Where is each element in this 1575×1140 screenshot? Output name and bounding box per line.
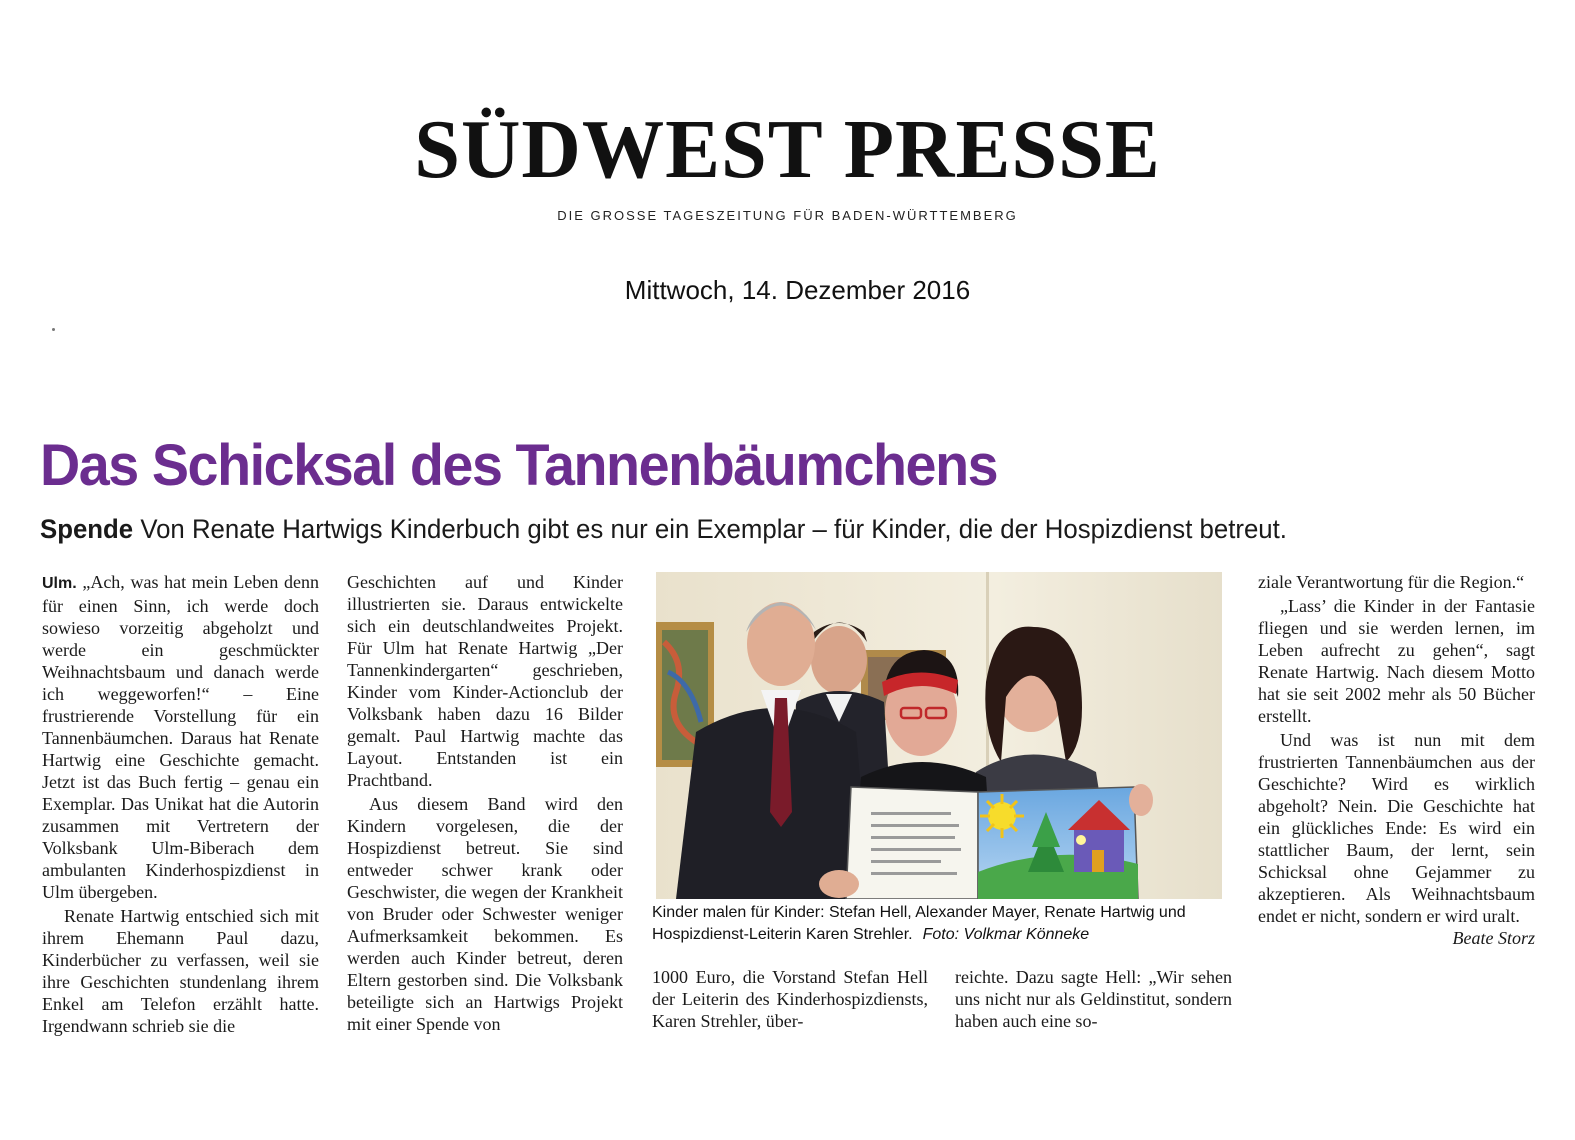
dateline: Ulm. <box>42 575 77 592</box>
article-column-3b <box>955 966 1232 1032</box>
article-column-1 <box>42 571 319 1037</box>
paragraph: Aus diesem Band wird den Kindern vorgelesen, die der Hospizdienst betreut. Sie sind entweder schwer krank oder Geschwister, die wegen der Krankheit von Bruder oder Schwester weniger Aufmerksamkeit bekommen. Es werden auch Kinder betreut, deren Eltern gestorben sind. Die Volksbank beteiligte sich an Hartwigs Projekt mit einer Spende von <box>347 794 623 1034</box>
paragraph-text: „Ach, was hat mein Leben denn für einen Sinn, ich werde doch sowieso vorzeitig abgeholzt und werde ein geschmückter Weihnachtsbaum und danach werde ich weggeworfen!“ – Eine frustrierende Vorstellung für ein Tannenbäumchen. Daraus hat Renate Hartwig eine Geschichte gemacht. Jetzt ist das Buch fertig – genau ein Exemplar. Das Unikat hat die Autorin zusammen mit Vertretern der Volksbank Ulm-Biberach dem ambulanten Kinderhospizdienst in Ulm übergeben. <box>42 572 319 902</box>
article-column-4 <box>1258 571 1535 949</box>
photo-caption <box>652 902 1238 946</box>
paragraph: Geschichten auf und Kinder illustrierten sie. Daraus entwickelte sich ein deutschlandweites Projekt. Für Ulm hat Renate Hartwig „Der Tannenkindergarten“ geschrieben, Kinder vom Kinder-Actionclub der Volksbank haben dazu 16 Bilder gemalt. Paul Hartwig machte das Layout. Entstanden ist ein Prachtband. <box>347 572 623 790</box>
childrens-book <box>846 787 1138 899</box>
paragraph: 1000 Euro, die Vorstand Stefan Hell der Leiterin des Kinderhospizdiensts, Karen Strehler, über- <box>652 967 928 1031</box>
photo-credit: Foto: Volkmar Könneke <box>922 926 1090 943</box>
photo-illustration <box>656 572 1222 899</box>
article-headline: Das Schicksal des Tannenbäumchens <box>40 433 998 498</box>
article-column-2 <box>347 571 623 1035</box>
print-speck <box>52 328 55 331</box>
paragraph: ziale Verantwortung für die Region.“ <box>1258 572 1525 592</box>
paragraph <box>42 571 319 903</box>
article-column-3a <box>652 966 928 1032</box>
paragraph <box>1258 729 1535 948</box>
caption-text: Kinder malen für Kinder: Stefan Hell, Alexander Mayer, Renate Hartwig und Hospizdienst-Leiterin Karen Strehler. <box>652 904 1186 943</box>
paragraph: Renate Hartwig entschied sich mit ihrem Ehemann Paul dazu, Kinderbücher zu verfassen, weil sie ihre Geschichten stundenlang ihrem Enkel am Telefon erzählt hatte. Irgendwann schrieb sie die <box>42 906 319 1036</box>
article-kicker: Spende <box>40 514 134 544</box>
paragraph: reichte. Dazu sagte Hell: „Wir sehen uns nicht nur als Geldinstitut, sondern haben auch eine so- <box>955 967 1232 1031</box>
article-photo <box>656 572 1222 899</box>
subheadline-text: Von Renate Hartwigs Kinderbuch gibt es nur ein Exemplar – für Kinder, die der Hospizdienst betreut. <box>140 514 1287 544</box>
article-subheadline <box>40 514 1287 545</box>
paragraph-text: Und was ist nun mit dem frustrierten Tannenbäumchen aus der Geschichte? Wird es wirklich abgeholt? Nein. Die Geschichte hat ein glückliches Ende: Es wird ein stattlicher Baum, der lernt, sein Schicksal ohne Gejammer zu akzeptieren. Als Weihnachtsbaum endet er nicht, sondern er wird uralt. <box>1258 730 1535 926</box>
newspaper-masthead: SÜDWEST PRESSE <box>414 103 1161 196</box>
newspaper-tagline: DIE GROSSE TAGESZEITUNG FÜR BADEN-WÜRTTEMBERG <box>557 208 1018 223</box>
author-byline: Beate Storz <box>1452 928 1535 948</box>
publication-date: Mittwoch, 14. Dezember 2016 <box>624 275 971 305</box>
paragraph: „Lass’ die Kinder in der Fantasie fliegen und sie werden lernen, im Leben aufrecht zu gehen“, sagt Renate Hartwig. Nach diesem Motto hat sie seit 2002 mehr als 50 Bücher erstellt. <box>1258 596 1535 726</box>
